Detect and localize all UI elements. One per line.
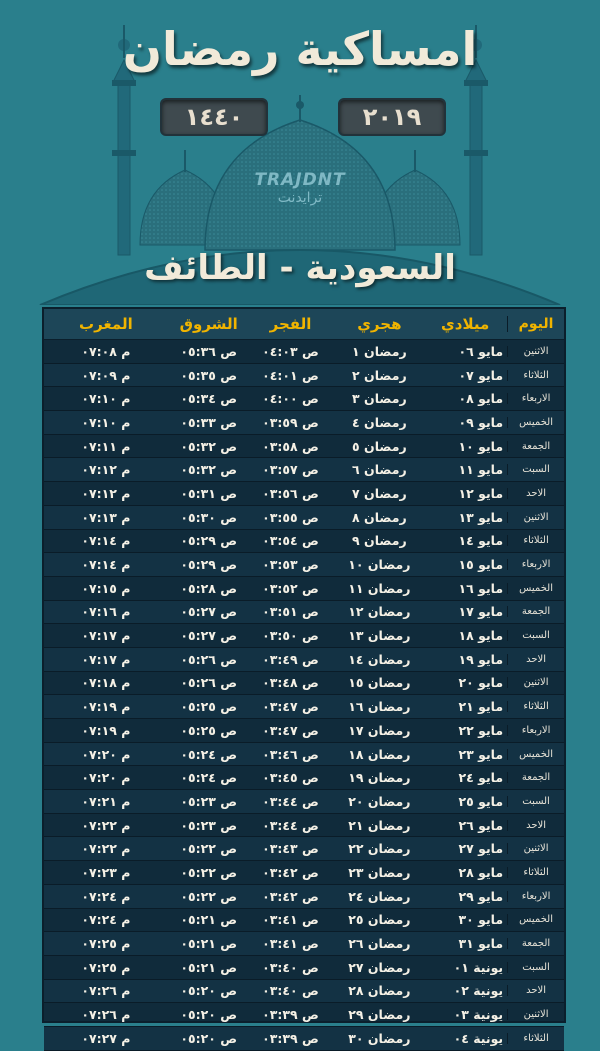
cell-gregorian-date: مايو ٢٩ — [458, 888, 504, 904]
cell-hijri-date: رمضان ٢٦ — [348, 936, 411, 952]
cell-gregorian-date: مايو ١٧ — [458, 604, 504, 620]
cell-day: الجمعة — [507, 772, 564, 783]
table-row — [44, 387, 564, 411]
cell-fajr-time: ص ٠٣:٥٥ — [262, 509, 319, 525]
table-row — [44, 790, 564, 814]
cell-hijri-date: رمضان ١٧ — [348, 722, 411, 738]
cell-day: الخميس — [507, 417, 564, 428]
cell-gregorian-date: مايو ١٩ — [458, 651, 504, 667]
cell-maghrib-time: م ٠٧:١٧ — [81, 651, 131, 667]
cell-gregorian-date: مايو ١٥ — [458, 557, 504, 573]
cell-hijri-date: رمضان ٣ — [352, 391, 407, 407]
cell-sunrise-time: ص ٠٥:٢٠ — [180, 983, 238, 999]
cell-day: الاثنين — [507, 1009, 564, 1020]
cell-sunrise-time: ص ٠٥:٣٥ — [180, 367, 238, 383]
cell-sunrise-time: ص ٠٥:٣٦ — [180, 343, 238, 359]
cell-fajr-time: ص ٠٣:٥٠ — [262, 628, 319, 644]
cell-hijri-date: رمضان ٢ — [352, 367, 407, 383]
cell-gregorian-date: مايو ١٠ — [458, 438, 504, 454]
cell-hijri-date: رمضان ١ — [352, 343, 407, 359]
cell-hijri-date: رمضان ٥ — [352, 438, 407, 454]
cell-gregorian-date: مايو ٢٤ — [458, 770, 504, 786]
cell-day: الثلاثاء — [507, 867, 564, 878]
cell-day: السبت — [507, 630, 564, 641]
cell-gregorian-date: مايو ١٣ — [458, 509, 504, 525]
cell-sunrise-time: ص ٠٥:٣٤ — [180, 391, 238, 407]
cell-day: الاربعاء — [507, 393, 564, 404]
cell-maghrib-time: م ٠٧:٢٦ — [81, 983, 131, 999]
cell-gregorian-date: مايو ١٤ — [458, 533, 504, 549]
cell-sunrise-time: ص ٠٥:٢٢ — [180, 888, 238, 904]
cell-maghrib-time: م ٠٧:٢٢ — [81, 841, 131, 857]
cell-fajr-time: ص ٠٣:٤٥ — [262, 770, 319, 786]
cell-maghrib-time: م ٠٧:٢٥ — [81, 936, 131, 952]
column-header-hijri: هجري — [357, 315, 402, 333]
cell-hijri-date: رمضان ٨ — [352, 509, 407, 525]
cell-sunrise-time: ص ٠٥:٢٥ — [180, 722, 238, 738]
cell-hijri-date: رمضان ٢٩ — [348, 1007, 411, 1023]
cell-gregorian-date: مايو ٣١ — [458, 936, 504, 952]
table-row — [44, 909, 564, 933]
cell-day: الاحد — [507, 820, 564, 831]
cell-sunrise-time: ص ٠٥:٢٩ — [180, 557, 238, 573]
cell-hijri-date: رمضان ٢٠ — [348, 793, 411, 809]
cell-hijri-date: رمضان ١٢ — [348, 604, 411, 620]
cell-sunrise-time: ص ٠٥:٣٢ — [180, 438, 238, 454]
cell-hijri-date: رمضان ٤ — [352, 414, 407, 430]
table-row — [44, 458, 564, 482]
cell-fajr-time: ص ٠٤:٠٠ — [262, 391, 319, 407]
cell-fajr-time: ص ٠٣:٤٦ — [262, 746, 319, 762]
brand-logo: TRAJDNT — [254, 170, 346, 190]
cell-hijri-date: رمضان ٢٤ — [348, 888, 411, 904]
cell-gregorian-date: مايو ٢٣ — [458, 746, 504, 762]
cell-sunrise-time: ص ٠٥:٢٧ — [180, 604, 238, 620]
table-row — [44, 837, 564, 861]
cell-day: الاربعاء — [507, 559, 564, 570]
table-row — [44, 1027, 564, 1051]
cell-maghrib-time: م ٠٧:٠٩ — [81, 367, 131, 383]
cell-sunrise-time: ص ٠٥:٢٩ — [180, 533, 238, 549]
cell-hijri-date: رمضان ١٩ — [348, 770, 411, 786]
cell-hijri-date: رمضان ١٦ — [348, 699, 411, 715]
cell-fajr-time: ص ٠٣:٤١ — [262, 912, 319, 928]
cell-day: السبت — [507, 796, 564, 807]
cell-fajr-time: ص ٠٣:٤٣ — [262, 841, 319, 857]
table-row — [44, 506, 564, 530]
cell-maghrib-time: م ٠٧:١٧ — [81, 628, 131, 644]
cell-fajr-time: ص ٠٣:٤٠ — [262, 983, 319, 999]
cell-day: الاحد — [507, 488, 564, 499]
cell-day: الثلاثاء — [507, 535, 564, 546]
cell-hijri-date: رمضان ٢٨ — [348, 983, 411, 999]
cell-day: الجمعة — [507, 606, 564, 617]
cell-maghrib-time: م ٠٧:١١ — [81, 438, 131, 454]
cell-hijri-date: رمضان ٦ — [352, 462, 407, 478]
cell-maghrib-time: م ٠٧:٢٤ — [81, 888, 131, 904]
cell-fajr-time: ص ٠٣:٤٢ — [262, 888, 319, 904]
column-header-sunrise: الشروق — [179, 315, 238, 333]
table-row — [44, 956, 564, 980]
cell-sunrise-time: ص ٠٥:٣١ — [180, 485, 238, 501]
table-row — [44, 364, 564, 388]
cell-fajr-time: ص ٠٣:٤٨ — [262, 675, 319, 691]
cell-sunrise-time: ص ٠٥:٢٨ — [180, 580, 238, 596]
cell-day: الاثنين — [507, 677, 564, 688]
table-row — [44, 861, 564, 885]
cell-day: الثلاثاء — [507, 370, 564, 381]
cell-day: الاثنين — [507, 512, 564, 523]
cell-maghrib-time: م ٠٧:١٩ — [81, 722, 131, 738]
cell-sunrise-time: ص ٠٥:٢٣ — [180, 817, 238, 833]
gregorian-year-badge: ٢٠١٩ — [338, 98, 446, 136]
cell-hijri-date: رمضان ١٣ — [348, 628, 411, 644]
cell-day: الاثنين — [507, 346, 564, 357]
column-header-gregorian: ميلادي — [441, 315, 490, 333]
cell-gregorian-date: مايو ٢٢ — [458, 722, 504, 738]
cell-sunrise-time: ص ٠٥:٢٢ — [180, 841, 238, 857]
cell-maghrib-time: م ٠٧:١٢ — [81, 462, 131, 478]
cell-gregorian-date: مايو ٠٧ — [458, 367, 504, 383]
cell-fajr-time: ص ٠٣:٥٩ — [262, 414, 319, 430]
cell-maghrib-time: م ٠٧:١٠ — [81, 391, 131, 407]
cell-sunrise-time: ص ٠٥:٢٦ — [180, 651, 238, 667]
table-row — [44, 743, 564, 767]
column-header-maghrib: المغرب — [79, 315, 133, 333]
cell-fajr-time: ص ٠٣:٣٩ — [262, 1030, 319, 1046]
cell-fajr-time: ص ٠٤:٠١ — [262, 367, 319, 383]
cell-maghrib-time: م ٠٧:١٨ — [81, 675, 131, 691]
cell-maghrib-time: م ٠٧:٢٧ — [81, 1030, 131, 1046]
cell-gregorian-date: مايو ٢٨ — [458, 864, 504, 880]
cell-sunrise-time: ص ٠٥:٢١ — [180, 959, 238, 975]
cell-gregorian-date: مايو ٢٠ — [458, 675, 504, 691]
cell-fajr-time: ص ٠٣:٤٧ — [262, 699, 319, 715]
city-title: السعودية - الطائف — [144, 248, 456, 288]
table-row — [44, 411, 564, 435]
cell-gregorian-date: يونية ٠١ — [453, 959, 504, 975]
cell-sunrise-time: ص ٠٥:٢٣ — [180, 793, 238, 809]
cell-gregorian-date: مايو ٢٦ — [458, 817, 504, 833]
cell-gregorian-date: مايو ١٨ — [458, 628, 504, 644]
table-row — [44, 601, 564, 625]
cell-maghrib-time: م ٠٧:١٥ — [81, 580, 131, 596]
cell-fajr-time: ص ٠٣:٤٧ — [262, 722, 319, 738]
cell-gregorian-date: يونية ٠٣ — [453, 1007, 504, 1023]
cell-gregorian-date: مايو ١١ — [458, 462, 504, 478]
cell-gregorian-date: مايو ٢٥ — [458, 793, 504, 809]
cell-fajr-time: ص ٠٣:٥٦ — [262, 485, 319, 501]
cell-day: الخميس — [507, 749, 564, 760]
cell-maghrib-time: م ٠٧:١٠ — [81, 414, 131, 430]
cell-fajr-time: ص ٠٤:٠٣ — [262, 343, 319, 359]
cell-gregorian-date: مايو ٣٠ — [458, 912, 504, 928]
cell-maghrib-time: م ٠٧:١٩ — [81, 699, 131, 715]
cell-sunrise-time: ص ٠٥:٢٥ — [180, 699, 238, 715]
cell-day: الجمعة — [507, 938, 564, 949]
table-row — [44, 932, 564, 956]
cell-sunrise-time: ص ٠٥:٣٣ — [180, 414, 238, 430]
hijri-year-badge: ١٤٤٠ — [160, 98, 268, 136]
cell-sunrise-time: ص ٠٥:٣٢ — [180, 462, 238, 478]
cell-day: الثلاثاء — [507, 701, 564, 712]
cell-hijri-date: رمضان ١٥ — [348, 675, 411, 691]
cell-maghrib-time: م ٠٧:٢٥ — [81, 959, 131, 975]
cell-maghrib-time: م ٠٧:١٢ — [81, 485, 131, 501]
table-row — [44, 553, 564, 577]
cell-maghrib-time: م ٠٧:١٤ — [81, 557, 131, 573]
cell-fajr-time: ص ٠٣:٥٤ — [262, 533, 319, 549]
cell-maghrib-time: م ٠٧:٢٠ — [81, 746, 131, 762]
cell-fajr-time: ص ٠٣:٣٩ — [262, 1007, 319, 1023]
cell-maghrib-time: م ٠٧:٢٣ — [81, 864, 131, 880]
cell-sunrise-time: ص ٠٥:٢١ — [180, 936, 238, 952]
cell-hijri-date: رمضان ٧ — [352, 485, 407, 501]
cell-maghrib-time: م ٠٧:٢٢ — [81, 817, 131, 833]
cell-hijri-date: رمضان ٢٥ — [348, 912, 411, 928]
cell-fajr-time: ص ٠٣:٤٩ — [262, 651, 319, 667]
table-row — [44, 648, 564, 672]
cell-hijri-date: رمضان ١١ — [348, 580, 411, 596]
cell-hijri-date: رمضان ١٨ — [348, 746, 411, 762]
cell-sunrise-time: ص ٠٥:٢٤ — [180, 746, 238, 762]
cell-fajr-time: ص ٠٣:٤٤ — [262, 817, 319, 833]
cell-sunrise-time: ص ٠٥:٢٠ — [180, 1007, 238, 1023]
cell-day: الاحد — [507, 654, 564, 665]
cell-gregorian-date: مايو ١٦ — [458, 580, 504, 596]
cell-hijri-date: رمضان ٢٣ — [348, 864, 411, 880]
table-row — [44, 530, 564, 554]
cell-day: السبت — [507, 464, 564, 475]
table-header — [44, 309, 564, 340]
cell-fajr-time: ص ٠٣:٥٢ — [262, 580, 319, 596]
page-title: امساكية رمضان — [122, 22, 478, 76]
cell-maghrib-time: م ٠٧:٢٠ — [81, 770, 131, 786]
cell-sunrise-time: ص ٠٥:٢٢ — [180, 864, 238, 880]
cell-day: الاربعاء — [507, 891, 564, 902]
cell-day: الخميس — [507, 914, 564, 925]
column-header-fajr: الفجر — [269, 315, 312, 333]
table-row — [44, 980, 564, 1004]
cell-gregorian-date: مايو ٠٨ — [458, 391, 504, 407]
cell-gregorian-date: مايو ٠٩ — [458, 414, 504, 430]
cell-day: الثلاثاء — [507, 1033, 564, 1044]
cell-gregorian-date: يونية ٠٤ — [453, 1030, 504, 1046]
cell-fajr-time: ص ٠٣:٥٣ — [262, 557, 319, 573]
cell-maghrib-time: م ٠٧:١٤ — [81, 533, 131, 549]
table-row — [44, 435, 564, 459]
cell-sunrise-time: ص ٠٥:٢٠ — [180, 1030, 238, 1046]
table-row — [44, 672, 564, 696]
cell-day: الاحد — [507, 985, 564, 996]
cell-maghrib-time: م ٠٧:١٦ — [81, 604, 131, 620]
cell-maghrib-time: م ٠٧:٢١ — [81, 793, 131, 809]
cell-hijri-date: رمضان ٢١ — [348, 817, 411, 833]
table-row — [44, 814, 564, 838]
cell-fajr-time: ص ٠٣:٥٨ — [262, 438, 319, 454]
cell-maghrib-time: م ٠٧:١٣ — [81, 509, 131, 525]
table-body — [44, 340, 564, 1051]
cell-day: السبت — [507, 962, 564, 973]
brand-logo-arabic: ترايدنت — [277, 190, 323, 206]
table-row — [44, 577, 564, 601]
timetable — [42, 307, 566, 1046]
cell-gregorian-date: يونية ٠٢ — [453, 983, 504, 999]
cell-gregorian-date: مايو ٢٧ — [458, 841, 504, 857]
column-header-day: اليوم — [507, 316, 564, 332]
table-row — [44, 766, 564, 790]
cell-hijri-date: رمضان ٢٢ — [348, 841, 411, 857]
cell-day: الخميس — [507, 583, 564, 594]
table-row — [44, 719, 564, 743]
cell-sunrise-time: ص ٠٥:٢١ — [180, 912, 238, 928]
cell-hijri-date: رمضان ٣٠ — [348, 1030, 411, 1046]
cell-hijri-date: رمضان ٢٧ — [348, 959, 411, 975]
cell-sunrise-time: ص ٠٥:٢٤ — [180, 770, 238, 786]
cell-gregorian-date: مايو ٠٦ — [458, 343, 504, 359]
table-row — [44, 1003, 564, 1027]
cell-hijri-date: رمضان ١٠ — [348, 557, 411, 573]
cell-day: الجمعة — [507, 441, 564, 452]
cell-fajr-time: ص ٠٣:٥٧ — [262, 462, 319, 478]
table-row — [44, 885, 564, 909]
cell-sunrise-time: ص ٠٥:٢٧ — [180, 628, 238, 644]
cell-hijri-date: رمضان ١٤ — [348, 651, 411, 667]
cell-fajr-time: ص ٠٣:٤٠ — [262, 959, 319, 975]
table-row — [44, 482, 564, 506]
table-row — [44, 624, 564, 648]
cell-fajr-time: ص ٠٣:٤١ — [262, 936, 319, 952]
table-row — [44, 340, 564, 364]
cell-sunrise-time: ص ٠٥:٢٦ — [180, 675, 238, 691]
cell-sunrise-time: ص ٠٥:٣٠ — [180, 509, 238, 525]
table-row — [44, 695, 564, 719]
cell-day: الاثنين — [507, 843, 564, 854]
cell-maghrib-time: م ٠٧:٠٨ — [81, 343, 131, 359]
cell-hijri-date: رمضان ٩ — [352, 533, 407, 549]
cell-fajr-time: ص ٠٣:٥١ — [262, 604, 319, 620]
cell-maghrib-time: م ٠٧:٢٦ — [81, 1007, 131, 1023]
cell-day: الاربعاء — [507, 725, 564, 736]
cell-fajr-time: ص ٠٣:٤٤ — [262, 793, 319, 809]
cell-fajr-time: ص ٠٣:٤٢ — [262, 864, 319, 880]
cell-gregorian-date: مايو ٢١ — [458, 699, 504, 715]
header — [0, 0, 600, 305]
cell-gregorian-date: مايو ١٢ — [458, 485, 504, 501]
cell-maghrib-time: م ٠٧:٢٤ — [81, 912, 131, 928]
